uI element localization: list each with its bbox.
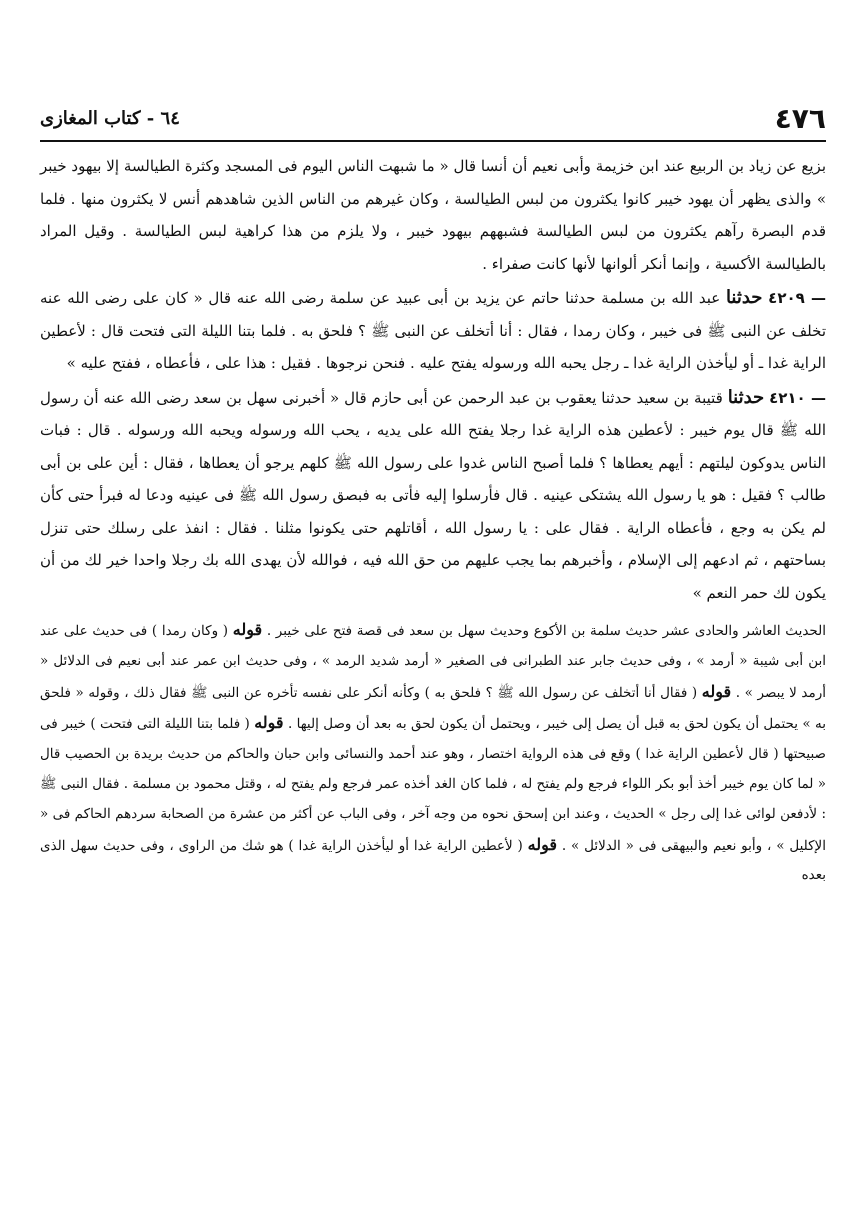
hadith-4210 [40, 382, 826, 610]
haddathana-keyword: حدثنا [727, 386, 765, 408]
commentary-text: ( لأعطين الراية غدا أو ليأخذن الراية غدا ) هو شك من الراوى ، وفى حديث سهل الذى بعده [40, 837, 826, 884]
hadith-number: ٤٢١٠ — [769, 388, 826, 407]
commentary-paragraph [40, 615, 826, 891]
hadith-text: عبد الله بن مسلمة حدثنا حاتم عن يزيد بن أبى عبيد عن سلمة رضى الله عنه قال « كان على رضى الله عنه تخلف عن النبى ﷺ فى خيبر ، وكان رمدا ، فقال : أنا أتخلف عن النبى ﷺ ؟ فلحق به . فلما بتنا الليلة التى فتحت قال : لأعطين الراية غدا ـ أو ليأخذن الراية غدا ـ رجل يحبه الله ورسوله يفتح عليه . فنحن نرجوها . فقيل : هذا على ، فأعطاه ، ففتح عليه » [40, 289, 826, 372]
qawluhu-keyword: قوله [527, 834, 558, 854]
qawluhu-keyword: قوله [232, 620, 263, 639]
commentary-text: ( فلما بتنا الليلة التى فتحت ) خيبر فى صبيحتها ( قال لأعطين الراية غدا ) وقع فى هذه الرواية اختصار ، وهو عند أحمد والنسائى وابن حبان والحاكم من حديث بريدة بن الحصيب قال « لما كان يوم خيبر أخذ أبو بكر اللواء فرجع ولم يفتح له ، فلما كان الغد أخذه عمر فرجع ولم يفتح له ، وقتل محمود بن مسلمة . فقال النبى ﷺ : لأدفعن لوائى غدا إلى رجل » الحديث ، وعند ابن إسحق نحوه من وجه آخر ، وفى الباب عن أكثر من عشرة من الصحابة سردهم الحاكم فى « الإكليل » ، وأبو نعيم والبيهقى فى « الدلائل » . [40, 716, 826, 854]
hadith-number: ٤٢٠٩ — [768, 289, 826, 307]
commentary-text: ( وكان رمدا ) فى حديث على عند ابن أبى شيبة « أرمد » ، وفى حديث جابر عند الطبرانى فى الصغير « أرمد شديد الرمد » ، وفى حديث ابن عمر عند أبى نعيم فى الدلائل « أرمد لا يبصر » . [40, 623, 826, 701]
intro-text: بزيع عن زياد بن الربيع عند ابن خزيمة وأبى نعيم أن أنسا قال « ما شبهت الناس اليوم فى المسجد وكثرة الطيالسة إلا بيهود خيبر » والذى يظهر أن يهود خيبر كانوا يكثرون من لبس الطيالسة ، وكان غيرهم من الناس الذين شاهدهم أنس لا يكثرون منها . فلما قدم البصرة رآهم يكثرون من لبس الطيالسة فشبههم بيهود خيبر ، ولا يلزم من هذا كراهية لبس الطيالسة . وقيل المراد بالطيالسة الأكسية ، وإنما أنكر ألوانها لأنها كانت صفراء . [40, 157, 826, 273]
hadith-4209 [40, 282, 826, 380]
running-title: ٦٤ - كتاب المغازى [40, 107, 180, 129]
commentary-text: ( فقال أنا أتخلف عن رسول الله ﷺ ؟ فلحق به ) وكأنه أنكر على نفسه تأخره عن النبى ﷺ فقال ذلك ، وقوله « فلحق به » يحتمل أن يكون لحق به قبل أن يصل إلى خيبر ، ويحتمل أن يكون لحق به بعد أن وصل إليها . [40, 684, 827, 733]
page-content [40, 150, 826, 891]
commentary-text: الحديث العاشر والحادى عشر حديث سلمة بن الأكوع وحديث سهل بن سعد فى قصة فتح على خيبر . [266, 623, 826, 639]
page-header [40, 100, 826, 136]
qawluhu-keyword: قوله [701, 681, 732, 701]
intro-paragraph [40, 150, 826, 280]
haddathana-keyword: حدثنا [725, 287, 763, 308]
qawluhu-keyword: قوله [254, 713, 284, 733]
header-rule [40, 140, 826, 142]
hadith-text: قتيبة بن سعيد حدثنا يعقوب بن عبد الرحمن عن أبى حازم قال « أخبرنى سهل بن سعد رضى الله عنه أن رسول الله ﷺ قال يوم خيبر : لأعطين هذه الراية غدا رجلا يفتح الله على يديه ، يحب الله ورسوله ويحبه الله ورسوله . قال : فبات الناس يدوكون ليلتهم : أيهم يعطاها ؟ فلما أصبح الناس غدوا على رسول الله ﷺ كلهم يرجو أن يعطاها ، فقال : أين على بن أبى طالب ؟ فقيل : هو يا رسول الله يشتكى عينيه . قال فأرسلوا إليه فأتى به فبصق رسول الله ﷺ فى عينيه ودعا له فبرأ حتى كأن لم يكن به وجع ، فأعطاه الراية . فقال على : يا رسول الله ، أقاتلهم حتى يكونوا مثلنا . فقال : انفذ على رسلك حتى تنزل بساحتهم ، ثم ادعهم إلى الإسلام ، وأخبرهم بما يجب عليهم من حق الله فيه ، فوالله لأن يهدى الله بك رجلا واحدا خير لك من أن يكون لك حمر النعم » [40, 388, 826, 602]
page-number: ٤٧٦ [774, 101, 826, 135]
